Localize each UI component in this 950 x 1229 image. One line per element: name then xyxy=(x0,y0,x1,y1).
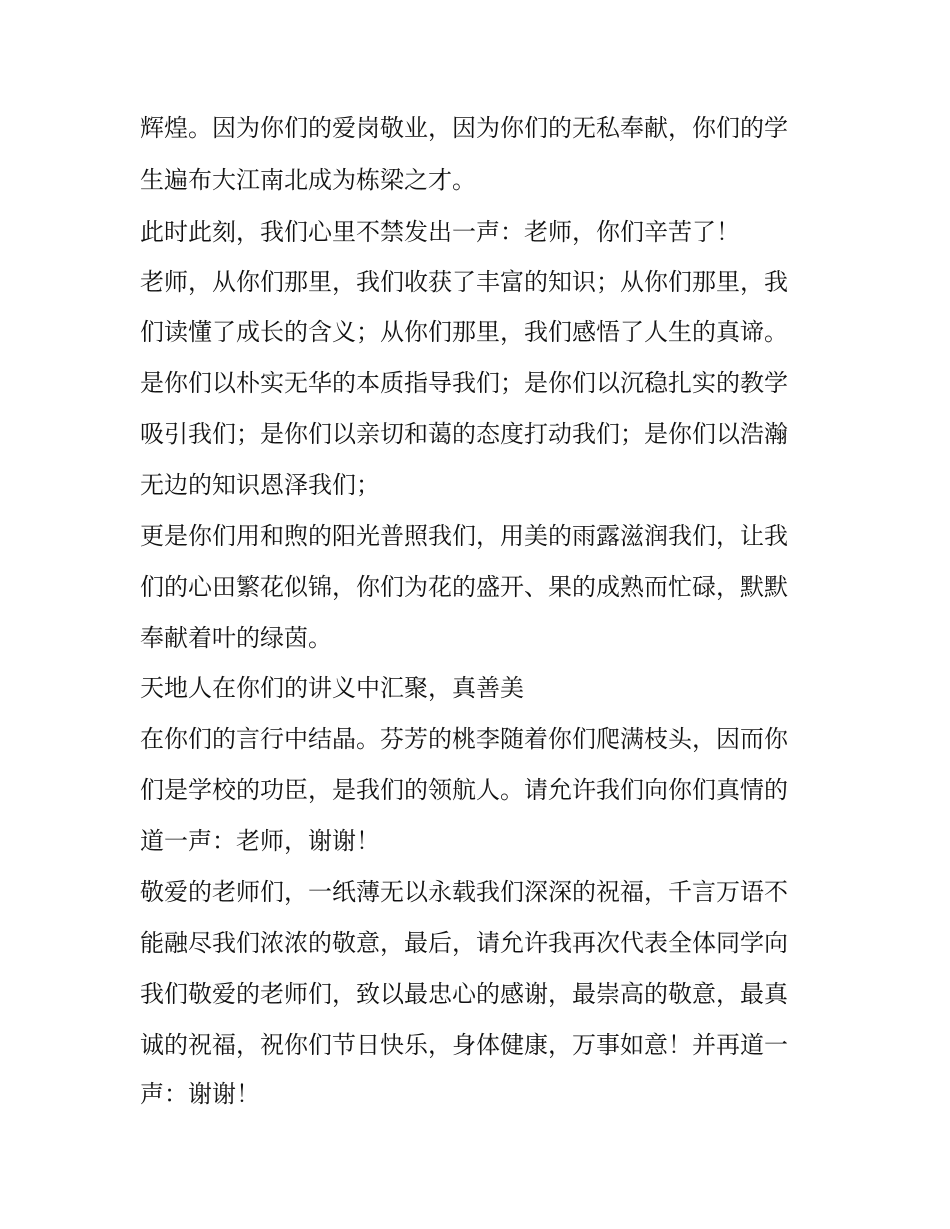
text-line: 们是学校的功臣，是我们的领航人。请允许我们向你们真情的 xyxy=(140,776,788,804)
text-line: 辉煌。因为你们的爱岗敬业，因为你们的无私奉献，你们的学 xyxy=(140,114,788,142)
text-line: 能融尽我们浓浓的敬意，最后，请允许我再次代表全体同学向 xyxy=(140,929,788,957)
text-line: 我们敬爱的老师们，致以最忠心的感谢，最崇高的敬意，最真 xyxy=(140,980,788,1008)
text-line: 吸引我们；是你们以亲切和蔼的态度打动我们；是你们以浩瀚 xyxy=(140,420,788,448)
text-line: 敬爱的老师们，一纸薄无以永载我们深深的祝福，千言万语不 xyxy=(140,878,788,906)
text-line: 在你们的言行中结晶。芬芳的桃李随着你们爬满枝头，因而你 xyxy=(140,725,788,753)
text-line: 道一声：老师，谢谢！ xyxy=(140,827,380,855)
text-line: 天地人在你们的讲义中汇聚，真善美 xyxy=(140,674,524,702)
text-line: 无边的知识恩泽我们； xyxy=(140,471,380,499)
text-line: 是你们以朴实无华的本质指导我们；是你们以沉稳扎实的教学 xyxy=(140,369,788,397)
text-line: 更是你们用和煦的阳光普照我们，用美的雨露滋润我们，让我 xyxy=(140,522,788,550)
text-line: 老师，从你们那里，我们收获了丰富的知识；从你们那里，我 xyxy=(140,268,788,296)
text-line: 诚的祝福，祝你们节日快乐，身体健康，万事如意！并再道一 xyxy=(140,1031,788,1059)
text-line: 声：谢谢！ xyxy=(140,1080,260,1108)
text-line: 奉献着叶的绿茵。 xyxy=(140,624,332,652)
text-line: 们读懂了成长的含义；从你们那里，我们感悟了人生的真谛。 xyxy=(140,318,788,346)
text-line: 生遍布大江南北成为栋梁之才。 xyxy=(140,166,476,194)
text-line: 们的心田繁花似锦，你们为花的盛开、果的成熟而忙碌，默默 xyxy=(140,573,788,601)
text-line: 此时此刻，我们心里不禁发出一声：老师，你们辛苦了！ xyxy=(140,218,740,246)
